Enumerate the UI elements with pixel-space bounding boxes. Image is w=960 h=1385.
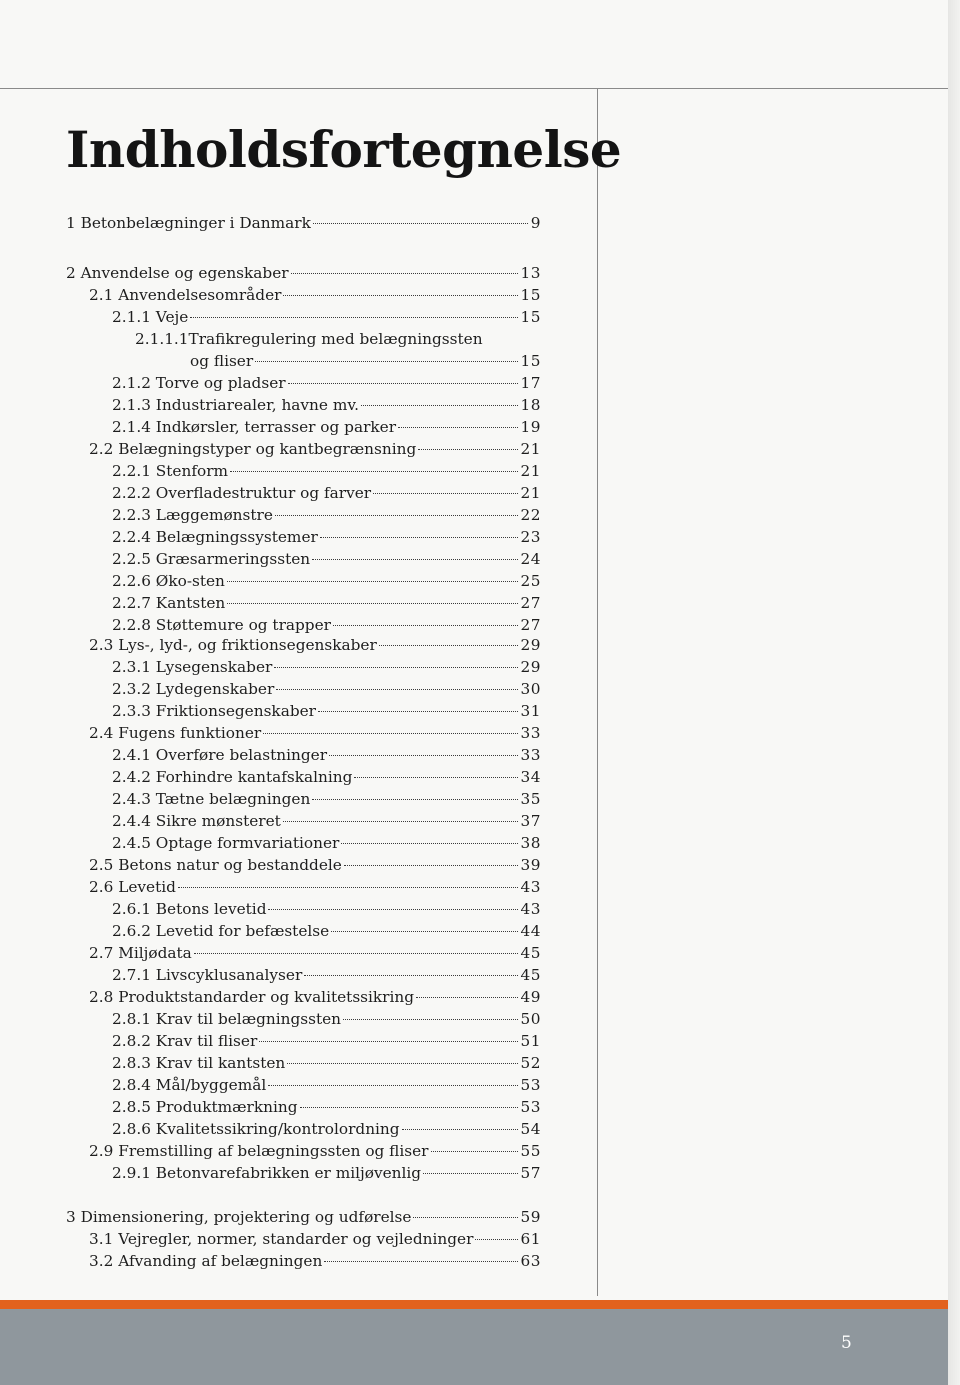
column-divider (597, 88, 598, 1296)
toc-entry (112, 810, 541, 832)
toc-entry-page: 21 (520, 484, 541, 502)
toc-entry (112, 526, 541, 548)
toc-entry-page: 22 (520, 506, 541, 524)
toc-entry-number: 2.3 (89, 636, 119, 654)
toc-entry-number: 2.4.5 (112, 834, 156, 852)
dot-leader (413, 1217, 517, 1218)
toc-entry-page: 49 (520, 988, 541, 1006)
toc-entry-title: Krav til belægningssten (155, 1010, 342, 1028)
toc-entry (89, 854, 541, 876)
toc-entry-number: 2.9.1 (112, 1164, 156, 1182)
toc-entry (112, 592, 541, 614)
toc-entry-title: Stenform (155, 462, 229, 480)
toc-entry-number: 3.2 (89, 1252, 119, 1270)
toc-entry-title: Tætne belægningen (155, 790, 311, 808)
toc-entry (89, 1228, 541, 1250)
toc-entry-title: Overføre belastninger (155, 746, 328, 764)
toc-entry (112, 744, 541, 766)
toc-entry-page: 19 (520, 418, 541, 436)
toc-entry-page: 29 (520, 636, 541, 654)
toc-entry (112, 678, 541, 700)
dot-leader (329, 755, 517, 756)
toc-entry-number: 2.7 (89, 944, 119, 962)
toc-entry-number: 2.9 (89, 1142, 119, 1160)
toc-entry-page: 45 (520, 944, 541, 962)
dot-leader (268, 909, 517, 910)
toc-entry (112, 766, 541, 788)
dot-leader (344, 865, 518, 866)
toc-entry (112, 570, 541, 592)
toc-entry-number: 2.1.4 (112, 418, 156, 436)
toc-entry-number: 2.1.1 (112, 308, 156, 326)
dot-leader (275, 515, 518, 516)
dot-leader (331, 931, 517, 932)
dot-leader (288, 383, 518, 384)
toc-entry (112, 920, 541, 942)
toc-entry-page: 38 (520, 834, 541, 852)
dot-leader (354, 777, 517, 778)
dot-leader (398, 427, 518, 428)
toc-entry-page: 15 (520, 286, 541, 304)
dot-leader (300, 1107, 518, 1108)
dot-leader (227, 581, 518, 582)
toc-entry-number: 2.2.3 (112, 506, 156, 524)
toc-entry-page: 29 (520, 658, 541, 676)
toc-entry-title: Torve og pladser (155, 374, 286, 392)
toc-entry-number: 2.2.6 (112, 572, 156, 590)
toc-entry (112, 548, 541, 570)
toc-entry-title: Industriarealer, havne mv. (155, 396, 360, 414)
dot-leader (318, 711, 518, 712)
toc-entry-number: 2.2.4 (112, 528, 156, 546)
toc-entry-number: 2.3.3 (112, 702, 156, 720)
toc-entry-page: 9 (530, 214, 541, 232)
toc-entry-title: Dimensionering, projektering og udførelse (80, 1208, 412, 1226)
toc-entry (89, 284, 541, 306)
toc-entry (89, 634, 541, 656)
dot-leader (283, 295, 517, 296)
dot-leader (287, 1063, 517, 1064)
toc-entry-page: 61 (520, 1230, 541, 1248)
toc-entry-title: Friktionsegenskaber (155, 702, 316, 720)
toc-entry (112, 700, 541, 722)
toc-entry-page: 39 (520, 856, 541, 874)
toc-entry-title-continuation: og fliser (190, 352, 254, 370)
toc-entry-page: 33 (520, 746, 541, 764)
toc-entry-page: 53 (520, 1098, 541, 1116)
toc-entry-title: Betons natur og bestanddele (118, 856, 342, 874)
toc-entry (89, 722, 541, 744)
toc-entry-title: Livscyklusanalyser (155, 966, 303, 984)
toc-entry (66, 1206, 541, 1228)
toc-entry-page: 43 (520, 878, 541, 896)
toc-entry-title: Lys-, lyd-, og friktionsegenskaber (118, 636, 377, 654)
toc-entry-number: 3 (66, 1208, 81, 1226)
toc-entry (89, 986, 541, 1008)
dot-leader (343, 1019, 518, 1020)
toc-entry (112, 482, 541, 504)
toc-entry-title: Trafikregulering med belægningssten (188, 330, 483, 348)
dot-leader (320, 537, 518, 538)
toc-entry-title: Kvalitetssikring/kontrolordning (155, 1120, 400, 1138)
toc-entry-page: 37 (520, 812, 541, 830)
toc-entry-number: 2.1.2 (112, 374, 156, 392)
dot-leader (194, 953, 518, 954)
toc-entry-number: 2.1.3 (112, 396, 156, 414)
toc-entry-page: 17 (520, 374, 541, 392)
toc-entry-title: Betons levetid (155, 900, 267, 918)
toc-entry-number: 2.3.2 (112, 680, 156, 698)
dot-leader (227, 603, 517, 604)
toc-entry-title: Overfladestruktur og farver (155, 484, 372, 502)
toc-entry-page: 63 (520, 1252, 541, 1270)
toc-entry-number: 2.8.6 (112, 1120, 156, 1138)
toc-entry-title: Øko-sten (155, 572, 225, 590)
toc-entry (112, 832, 541, 854)
toc-entry-number: 2.2.2 (112, 484, 156, 502)
footer-accent-bar (0, 1300, 948, 1309)
toc-entry-page: 18 (520, 396, 541, 414)
dot-leader (178, 887, 518, 888)
toc-entry-page: 50 (520, 1010, 541, 1028)
page-edge (948, 0, 960, 1385)
toc-entry-number: 2.6.1 (112, 900, 156, 918)
toc-entry-page: 44 (520, 922, 541, 940)
toc-entry-page: 23 (520, 528, 541, 546)
toc-entry-title: Sikre mønsteret (155, 812, 281, 830)
toc-entry-number: 2.4.2 (112, 768, 156, 786)
toc-entry-title: Afvanding af belægningen (118, 1252, 323, 1270)
toc-entry-title: Betonbelægninger i Danmark (80, 214, 311, 232)
toc-entry-page: 57 (520, 1164, 541, 1182)
toc-entry (112, 1052, 541, 1074)
dot-leader (333, 625, 518, 626)
toc-entry-title: Forhindre kantafskalning (155, 768, 353, 786)
toc-entry-title: Levetid for befæstelse (155, 922, 330, 940)
toc-entry-title: Lysegenskaber (155, 658, 273, 676)
toc-entry (112, 1118, 541, 1140)
toc-entry (112, 656, 541, 678)
toc-entry-title: Mål/byggemål (155, 1076, 267, 1094)
toc-entry (112, 416, 541, 438)
toc-entry-title: Læggemønstre (155, 506, 273, 524)
toc-entry-title: Belægningssystemer (155, 528, 318, 546)
toc-entry-page: 13 (520, 264, 541, 282)
dot-leader (312, 799, 517, 800)
toc-entry (112, 504, 541, 526)
toc-entry (89, 438, 541, 460)
toc-entry-title: Optage formvariationer (155, 834, 340, 852)
toc-entry-number: 2.4 (89, 724, 119, 742)
toc-entry-number: 2.4.1 (112, 746, 156, 764)
toc-entry (66, 212, 541, 234)
toc-entry-number: 2.8.4 (112, 1076, 156, 1094)
toc-entry (112, 1074, 541, 1096)
toc-entry-number: 2.8.1 (112, 1010, 156, 1028)
toc-entry-page: 55 (520, 1142, 541, 1160)
toc-entry-page: 33 (520, 724, 541, 742)
toc-entry-title: Krav til fliser (155, 1032, 258, 1050)
toc-entry-page: 27 (520, 616, 541, 634)
dot-leader (416, 997, 518, 998)
toc-entry (89, 942, 541, 964)
toc-entry-number: 2.8.2 (112, 1032, 156, 1050)
dot-leader (373, 493, 517, 494)
toc-entry (135, 328, 483, 350)
toc-entry-title: Anvendelse og egenskaber (80, 264, 289, 282)
toc-entry-page: 24 (520, 550, 541, 568)
dot-leader (230, 471, 518, 472)
toc-entry-title: Krav til kantsten (155, 1054, 286, 1072)
toc-entry-number: 2.1.1.1 (135, 330, 189, 348)
toc-entry-number: 2.1 (89, 286, 119, 304)
toc-entry-title: Betonvarefabrikken er miljøvenlig (155, 1164, 422, 1182)
toc-entry-title: Belægningstyper og kantbegrænsning (118, 440, 417, 458)
toc-entry-number: 2.2 (89, 440, 119, 458)
toc-entry (112, 1096, 541, 1118)
toc-entry (89, 1250, 541, 1272)
toc-entry-page: 53 (520, 1076, 541, 1094)
toc-entry-number: 2.5 (89, 856, 119, 874)
dot-leader (274, 667, 517, 668)
dot-leader (361, 405, 518, 406)
toc-entry-page: 25 (520, 572, 541, 590)
toc-entry (89, 1140, 541, 1162)
dot-leader (324, 1261, 517, 1262)
toc-entry-page: 35 (520, 790, 541, 808)
toc-entry (112, 1008, 541, 1030)
toc-entry-number: 2.2.5 (112, 550, 156, 568)
dot-leader (291, 273, 518, 274)
toc-entry-title: Miljødata (118, 944, 192, 962)
dot-leader (312, 559, 517, 560)
toc-entry-number: 2 (66, 264, 81, 282)
toc-entry-page: 45 (520, 966, 541, 984)
dot-leader (341, 843, 517, 844)
toc-entry-page: 15 (520, 308, 541, 326)
toc-entry-page: 54 (520, 1120, 541, 1138)
footer-band (0, 1309, 948, 1385)
toc-entry-continuation (190, 350, 541, 372)
toc-entry (112, 372, 541, 394)
dot-leader (304, 975, 517, 976)
toc-entry-page: 21 (520, 462, 541, 480)
toc-entry (112, 306, 541, 328)
toc-entry (112, 1162, 541, 1184)
toc-entry-number: 2.6.2 (112, 922, 156, 940)
toc-entry-title: Kantsten (155, 594, 226, 612)
toc-entry (112, 788, 541, 810)
toc-entry-title: Fremstilling af belægningssten og fliser (118, 1142, 429, 1160)
dot-leader (379, 645, 518, 646)
toc-entry-title: Græsarmeringssten (155, 550, 311, 568)
toc-entry-title: Veje (155, 308, 189, 326)
toc-entry-number: 2.6 (89, 878, 119, 896)
toc-entry-number: 2.4.3 (112, 790, 156, 808)
dot-leader (263, 733, 517, 734)
toc-entry-page: 52 (520, 1054, 541, 1072)
toc-entry-title: Indkørsler, terrasser og parker (155, 418, 397, 436)
toc-entry (66, 262, 541, 284)
toc-entry-title: Anvendelsesområder (118, 286, 282, 304)
toc-entry (112, 460, 541, 482)
toc-entry-number: 2.2.8 (112, 616, 156, 634)
toc-entry-page: 34 (520, 768, 541, 786)
dot-leader (259, 1041, 517, 1042)
toc-entry (112, 394, 541, 416)
dot-leader (475, 1239, 517, 1240)
toc-entry-number: 2.8.5 (112, 1098, 156, 1116)
toc-entry (112, 964, 541, 986)
toc-entry-number: 1 (66, 214, 81, 232)
page-title: Indholdsfortegnelse (66, 120, 622, 179)
toc-entry-title: Vejregler, normer, standarder og vejledninger (118, 1230, 474, 1248)
toc-entry-title: Støttemure og trapper (155, 616, 331, 634)
dot-leader (431, 1151, 518, 1152)
page-number: 5 (841, 1333, 852, 1353)
dot-leader (313, 223, 528, 224)
toc-entry-title: Levetid (118, 878, 176, 896)
toc-entry-page: 59 (520, 1208, 541, 1226)
toc-entry-title: Produktstandarder og kvalitetssikring (118, 988, 415, 1006)
toc-entry-number: 2.2.7 (112, 594, 156, 612)
toc-entry-page: 21 (520, 440, 541, 458)
dot-leader (402, 1129, 518, 1130)
toc-entry-page: 31 (520, 702, 541, 720)
dot-leader (283, 821, 518, 822)
toc-entry-title: Lydegenskaber (155, 680, 275, 698)
dot-leader (190, 317, 517, 318)
toc-entry-number: 2.8.3 (112, 1054, 156, 1072)
toc-entry-page: 43 (520, 900, 541, 918)
toc-entry-title: Produktmærkning (155, 1098, 298, 1116)
toc-entry-page: 51 (520, 1032, 541, 1050)
toc-entry (89, 876, 541, 898)
toc-entry (112, 1030, 541, 1052)
toc-entry-page: 15 (520, 352, 541, 370)
toc-entry-title: Fugens funktioner (118, 724, 262, 742)
toc-entry-page: 27 (520, 594, 541, 612)
toc-entry-number: 2.2.1 (112, 462, 156, 480)
toc-entry-number: 2.3.1 (112, 658, 156, 676)
toc-entry-number: 2.4.4 (112, 812, 156, 830)
toc-entry-number: 3.1 (89, 1230, 119, 1248)
toc-entry-number: 2.7.1 (112, 966, 156, 984)
dot-leader (423, 1173, 517, 1174)
toc-entry (112, 614, 541, 636)
dot-leader (276, 689, 517, 690)
dot-leader (418, 449, 517, 450)
toc-entry (112, 898, 541, 920)
dot-leader (255, 361, 517, 362)
toc-entry-page: 30 (520, 680, 541, 698)
toc-entry-number: 2.8 (89, 988, 119, 1006)
dot-leader (268, 1085, 517, 1086)
